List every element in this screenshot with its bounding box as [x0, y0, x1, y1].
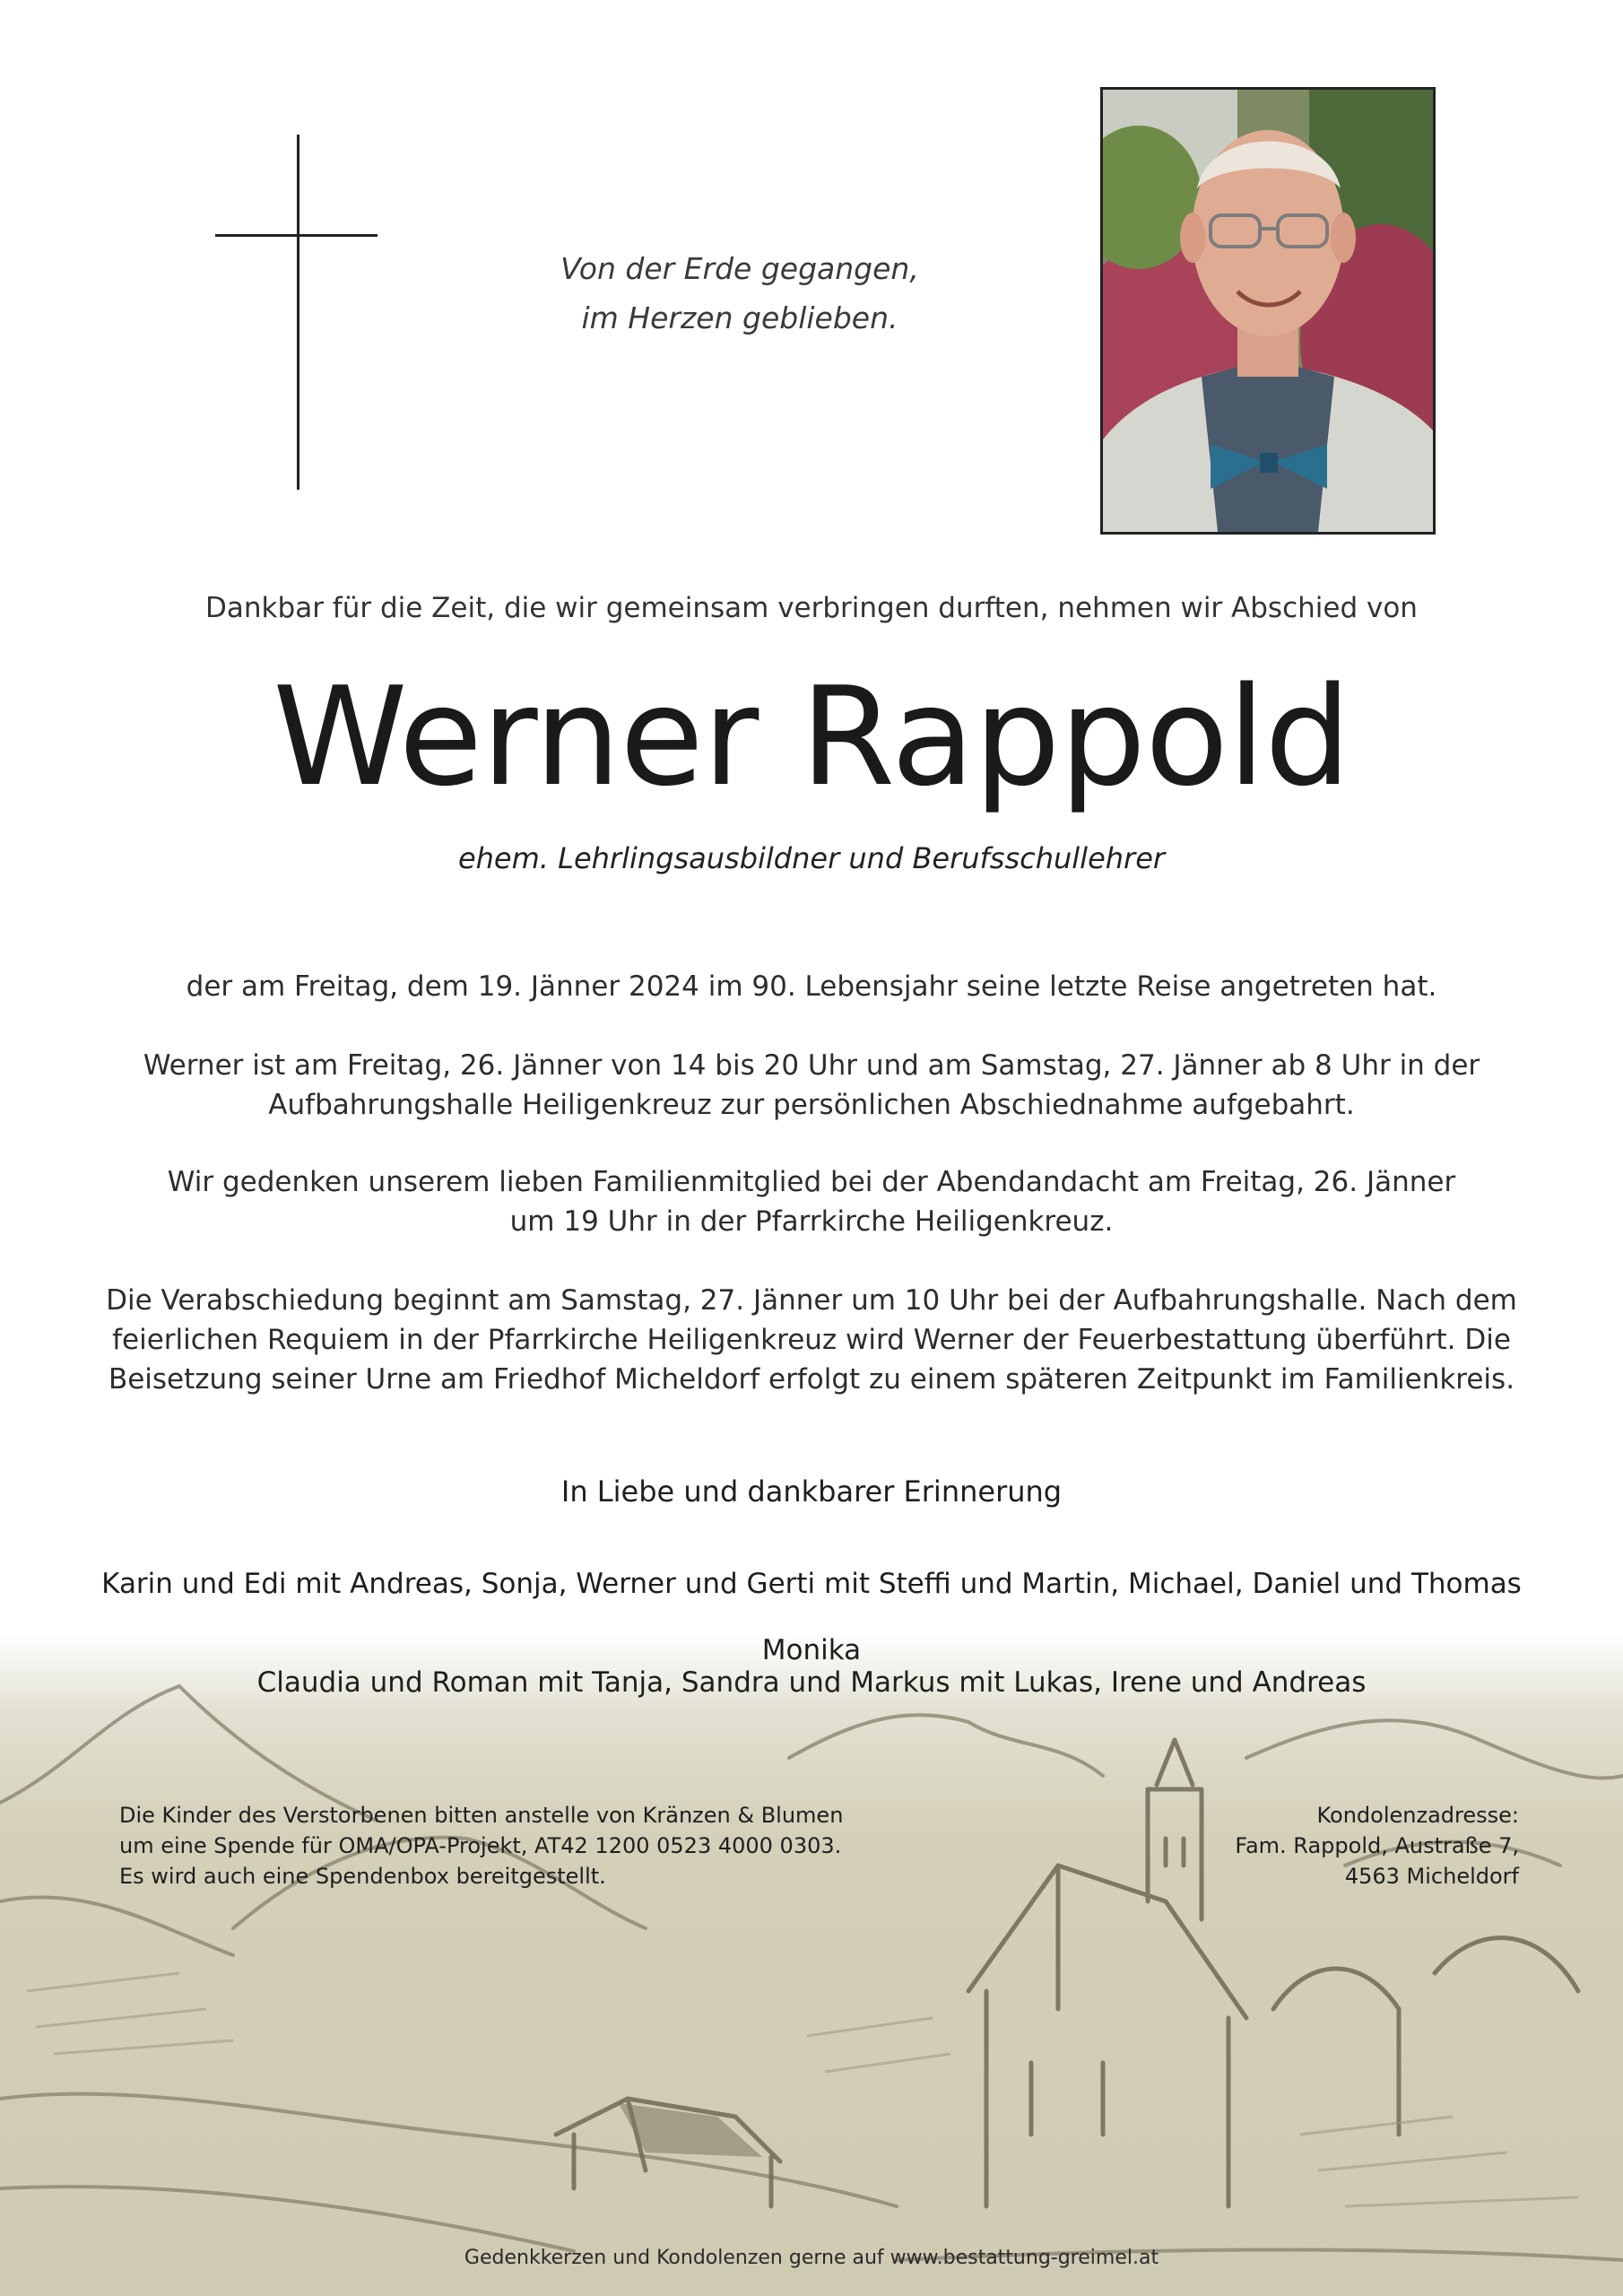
- intro-text: Dankbar für die Zeit, die wir gemeinsam verbringen durften, nehmen wir Abschied von: [205, 592, 1418, 624]
- paragraph-line: feierlichen Requiem in der Pfarrkirche Heiligenkreuz wird Werner der Feuerbestattung überführt. Die: [112, 1324, 1511, 1356]
- paragraph-line: Wir gedenken unserem lieben Familienmitglied bei der Abendandacht am Freitag, 26. Jänner: [167, 1166, 1456, 1198]
- paragraph-farewell: [90, 1281, 1533, 1399]
- deceased-name: Werner Rappold: [273, 657, 1350, 816]
- deceased-profession: ehem. Lehrlingsausbildner und Berufsschullehrer: [457, 841, 1166, 875]
- paragraph-line: Aufbahrungshalle Heiligenkreuz zur persönlichen Abschiednahme aufgebahrt.: [268, 1089, 1355, 1121]
- paragraph-evening-prayer: [90, 1162, 1533, 1241]
- paragraph-death-date: [90, 967, 1533, 1006]
- paragraph-line: Werner ist am Freitag, 26. Jänner von 14 bis 20 Uhr und am Samstag, 27. Jänner ab 8 Uhr in der: [143, 1049, 1480, 1082]
- donation-line-1: Die Kinder des Verstorbenen bitten anstelle von Kränzen & Blumen: [119, 1803, 844, 1828]
- paragraph-line: um 19 Uhr in der Pfarrkirche Heiligenkreuz.: [509, 1205, 1114, 1238]
- portrait-image: [1103, 90, 1433, 532]
- paragraph-line: Beisetzung seiner Urne am Friedhof Micheldorf erfolgt zu einem späteren Zeitpunkt im Familienkreis.: [108, 1363, 1515, 1396]
- donation-line-2: um eine Spende für OMA/OPA-Projekt, AT42 1200 0523 4000 0303.: [119, 1833, 842, 1858]
- cross-icon-horizontal: [215, 234, 378, 237]
- paragraph-line: der am Freitag, dem 19. Jänner 2024 im 90. Lebensjahr seine letzte Reise angetreten hat.: [186, 970, 1437, 1003]
- family-line-1: Karin und Edi mit Andreas, Sonja, Werner und Gerti mit Steffi und Martin, Michael, Daniel und Thomas: [101, 1568, 1522, 1600]
- paragraph-viewing: [90, 1046, 1533, 1125]
- landscape-sketch-background: [0, 1632, 1623, 2296]
- closing-phrase: In Liebe und dankbarer Erinnerung: [560, 1474, 1063, 1509]
- footer-website-note: Gedenkkerzen und Kondolenzen gerne auf www.bestattung-greimel.at: [464, 2247, 1159, 2269]
- donation-note: [119, 1800, 926, 1892]
- donation-line-3: Es wird auch eine Spendenbox bereitgestellt.: [119, 1864, 606, 1889]
- memorial-motto: [502, 244, 977, 343]
- paragraph-line: Die Verabschiedung beginnt am Samstag, 27. Jänner um 10 Uhr bei der Aufbahrungshalle. Nach dem: [106, 1284, 1517, 1317]
- condolence-address-street: Fam. Rappold, Austraße 7,: [1235, 1833, 1519, 1858]
- condolence-address-city: 4563 Micheldorf: [1344, 1864, 1519, 1889]
- condolence-address: [1076, 1800, 1519, 1892]
- motto-line-2: im Herzen geblieben.: [581, 300, 898, 335]
- portrait-photo: [1100, 87, 1436, 535]
- family-line-2: Monika: [761, 1634, 862, 1666]
- motto-line-1: Von der Erde gegangen,: [560, 251, 919, 286]
- condolence-address-label: Kondolenzadresse:: [1316, 1803, 1519, 1828]
- cross-icon-vertical: [297, 135, 299, 490]
- family-line-3: Claudia und Roman mit Tanja, Sandra und Markus mit Lukas, Irene und Andreas: [256, 1666, 1367, 1699]
